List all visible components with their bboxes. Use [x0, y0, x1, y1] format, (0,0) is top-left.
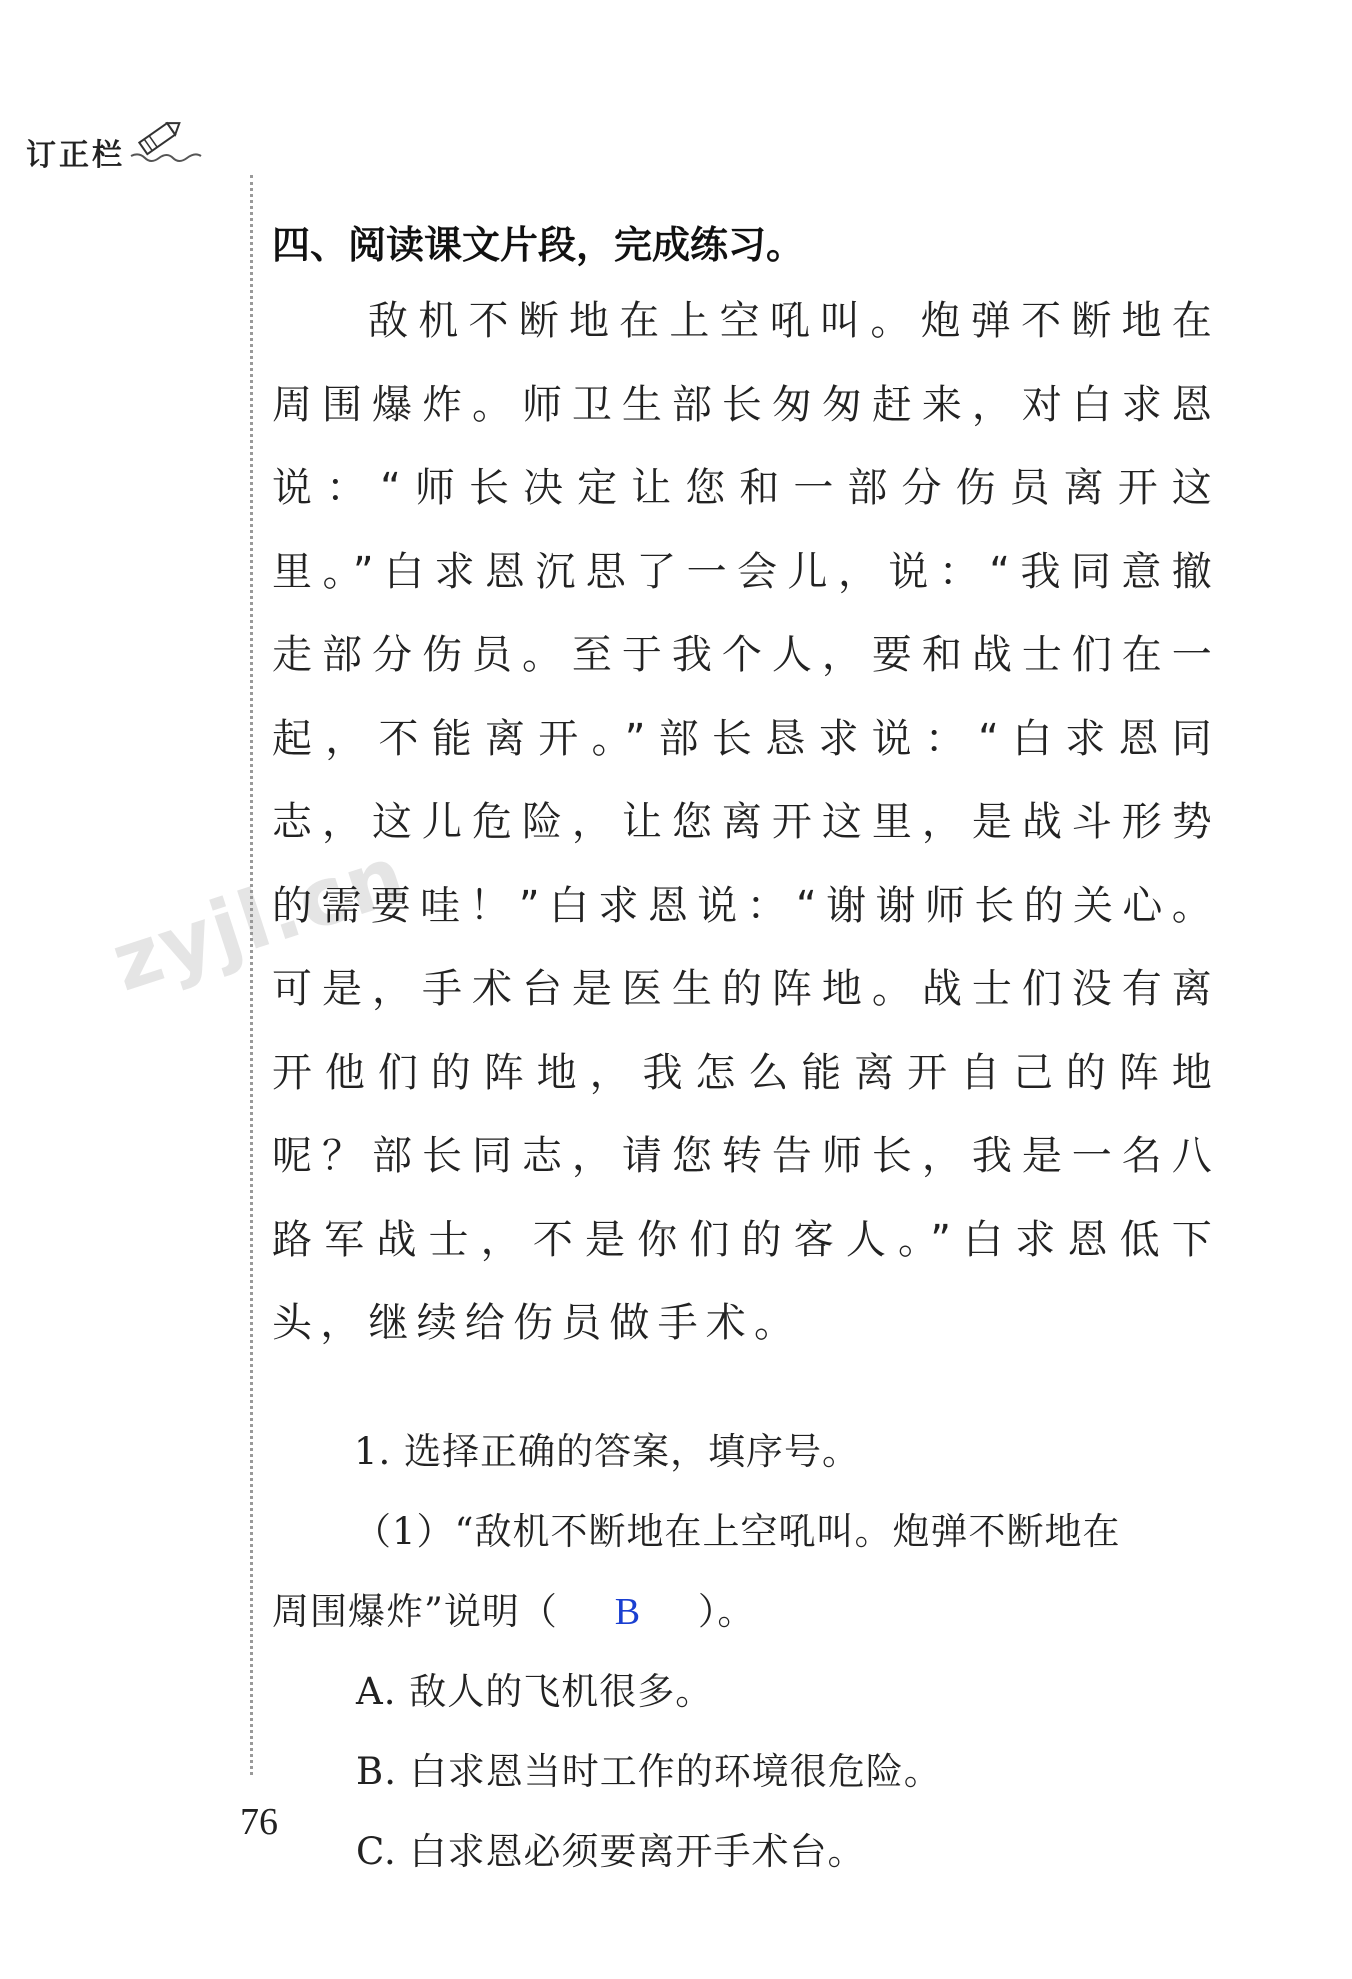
- watermark: zyjl.cn: [101, 827, 418, 1010]
- question-1-1-prefix: 周围爆炸”说明（: [272, 1589, 558, 1633]
- correction-column-title: 订正栏: [26, 138, 125, 173]
- passage-text: 敌机不断地在上空吼叫。炮弹不断地在周围爆炸。师卫生部长匆匆赶来，对白求恩说：“师长决定让您和一部分伤员离开这里。”白求恩沉思了一会儿，说：“我同意撤走部分伤员。至于我个人，要和战士们在一起，不能离开。”部长恳求说：“白求恩同志，这儿危险，让您离开这里，是战斗形势的需要哇！”白求恩说：“谢谢师长的关心。可是，手术台是医生的阵地。战士们没有离开他们的阵地，我怎么能离开自己的阵地呢？部长同志，请您转告师长，我是一名八路军战士，不是你们的客人。”白求恩低下头，继续给伤员做手术。: [272, 298, 1220, 1346]
- reading-passage: [272, 280, 1220, 1366]
- main-content: [272, 210, 1220, 1892]
- answer-value: B: [614, 1590, 642, 1633]
- pencil-icon: [127, 118, 205, 174]
- option-b: B. 白求恩当时工作的环境很危险。: [356, 1749, 942, 1793]
- questions-block: [272, 1412, 1220, 1892]
- options-list: [272, 1652, 1220, 1892]
- question-1-title: 1. 选择正确的答案，填序号。: [354, 1429, 861, 1473]
- correction-column-divider: [250, 175, 253, 1775]
- answer-blank[interactable]: [558, 1572, 698, 1652]
- option-c: C. 白求恩必须要离开手术台。: [356, 1829, 866, 1873]
- section-heading: 四、阅读课文片段，完成练习。: [272, 223, 805, 267]
- question-1-1-line2: [272, 1572, 1220, 1652]
- page-number: 76: [240, 1801, 278, 1843]
- question-1-1-line1: （1）“敌机不断地在上空吼叫。炮弹不断地在: [354, 1509, 1121, 1553]
- correction-column-header: [26, 118, 205, 174]
- question-1-1-suffix: ）。: [697, 1589, 756, 1633]
- option-a: A. 敌人的飞机很多。: [356, 1669, 714, 1713]
